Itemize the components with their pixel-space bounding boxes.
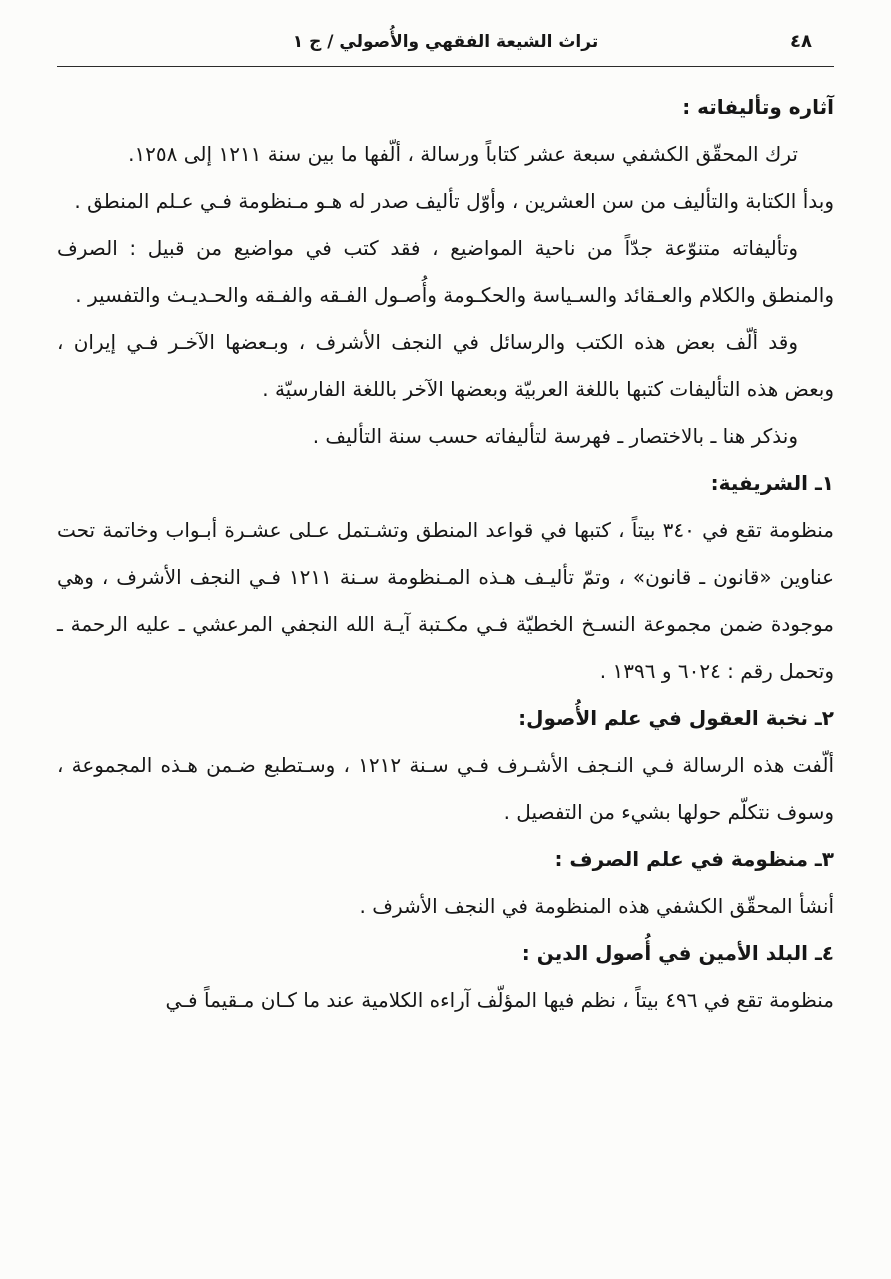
paragraph-item-2: ألّفت هذه الرسالة فـي النـجف الأشـرف فـي سـنة ١٢١٢ ، وسـتطبع ضـمن هـذه المجموعة ، وسوف نتكلّم حولها بشيء من التفصيل . [57, 753, 835, 824]
paragraph-topics: وتأليفاته متنوّعة جدّاً من ناحية المواضيع ، فقد كتب في مواضيع من قبيل : الصرف والمنطق والكلام والعـقائد والسـياسة والحكـومة وأُصـول الفـقه والفـقه والحـديـث والتفسير . [57, 236, 834, 307]
paragraph-list-intro: ونذكر هنا ـ بالاختصار ـ فهرسة لتأليفاته حسب سنة التأليف . [312, 424, 798, 448]
item-heading-1-sharifiyya: ١ـ الشريفية: [710, 471, 834, 495]
paragraph-item-1: منظومة تقع في ٣٤٠ بيتاً ، كتبها في قواعد المنطق وتشـتمل عـلى عشـرة أبـواب وخاتمة تحت عناوين «قانون ـ قانون» ، وتمّ تأليـف هـذه المـنظومة سـنة ١٢١١ فـي النجف الأشرف ، وهي موجودة ضمن مجموعة النسـخ الخطيّة فـي مكـتبة آيـة الله النجفي المرعشي ـ عليه الرحمة ـ وتحمل رقم : ٦٠٢٤ و ١٣٩٦ . [57, 518, 835, 683]
paragraph-item-4: منظومة تقع في ٤٩٦ بيتاً ، نظم فيها المؤلّف آراءه الكلامية عند ما كـان مـقيماً فـي [165, 988, 834, 1012]
running-header-title: تراث الشيعة الفقهي والأُصولي / ج ١ [292, 32, 599, 52]
header-divider [57, 66, 834, 67]
item-heading-3-manzuma-sarf: ٣ـ منظومة في علم الصرف : [554, 847, 834, 871]
page-number: ٤٨ [790, 31, 812, 52]
paragraph-first-work: وبدأ الكتابة والتأليف من سن العشرين ، وأوّل تأليف صدر له هـو مـنظومة فـي عـلم المنطق . [74, 189, 834, 213]
paragraph-intro-count: ترك المحقّق الكشفي سبعة عشر كتاباً ورسالة ، ألّفها ما بين سنة ١٢١١ إلى ١٢٥٨. [128, 142, 798, 166]
running-header [57, 28, 834, 62]
section-heading-works: آثاره وتأليفاته : [682, 95, 834, 119]
paragraph-places-languages: وقد ألّف بعض هذه الكتب والرسائل في النجف الأشرف ، وبـعضها الآخـر فـي إيران ، وبعض هذه التأليفات كتبها باللغة العربيّة وبعضها الآخر باللغة الفارسيّة . [57, 330, 834, 401]
page-body [57, 84, 834, 1024]
item-heading-2-nukhbat-al-uqul: ٢ـ نخبة العقول في علم الأُصول: [518, 706, 834, 730]
paragraph-item-3: أنشأ المحقّق الكشفي هذه المنظومة في النجف الأشرف . [359, 894, 834, 918]
item-heading-4-al-balad-al-amin: ٤ـ البلد الأمين في أُصول الدين : [521, 941, 834, 965]
